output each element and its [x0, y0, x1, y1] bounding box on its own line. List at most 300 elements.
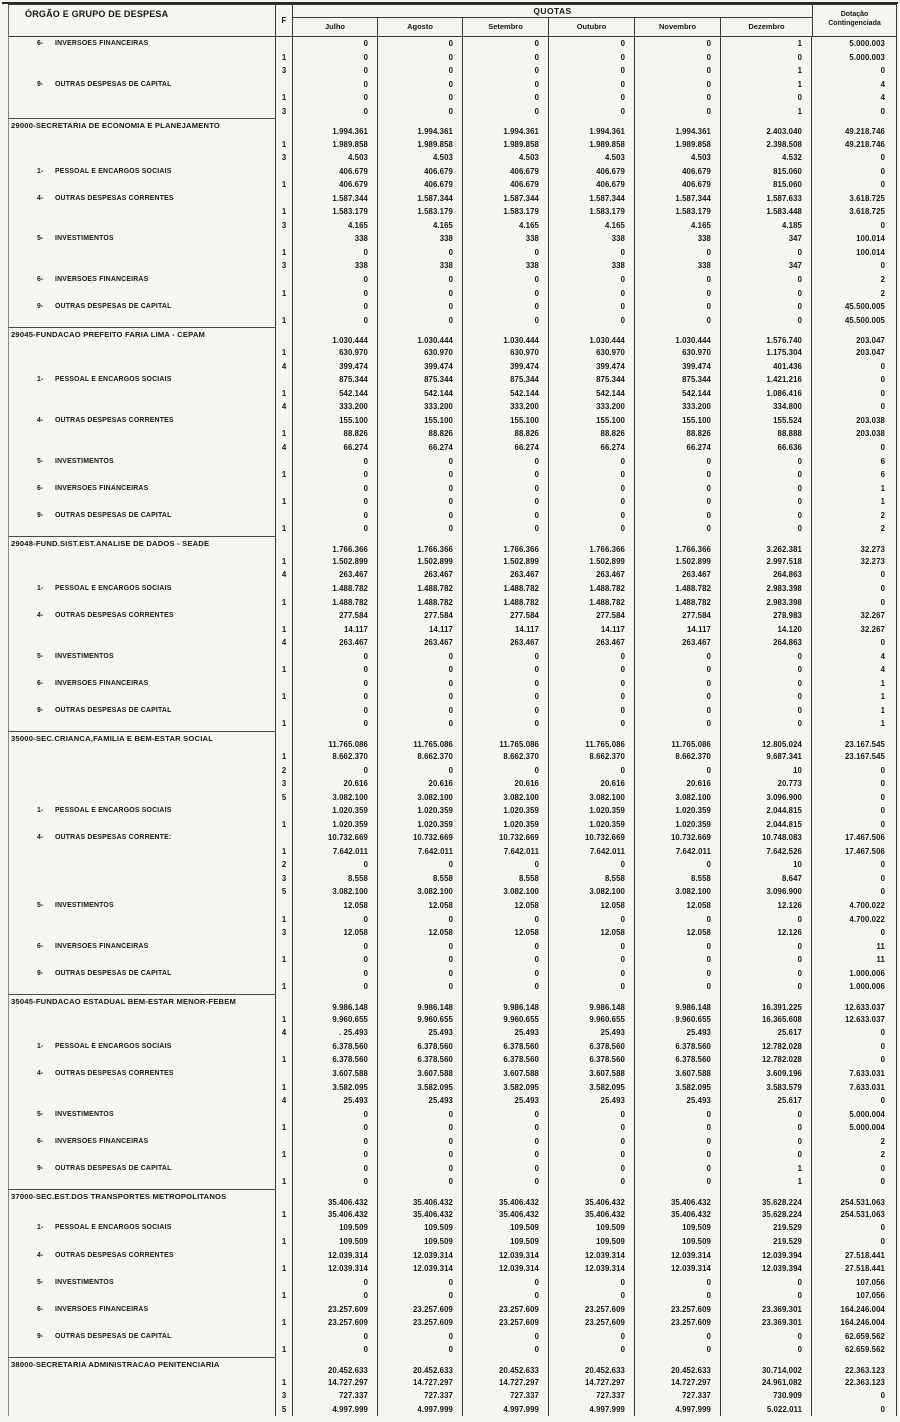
- group-label-cell: [8, 286, 276, 300]
- quota-cell-outubro: 3.607.588: [549, 1067, 635, 1081]
- quota-cell-agosto: 0: [378, 1343, 463, 1357]
- quota-cell-dezembro: 0: [721, 1275, 812, 1289]
- quota-cell-novembro: 0: [635, 717, 721, 731]
- detail-row: [8, 286, 897, 300]
- group-number: 4-: [37, 1070, 44, 1077]
- quota-cell-agosto: 0: [378, 246, 463, 260]
- group-label-cell: [8, 858, 276, 872]
- quota-cell-julho: 0: [293, 966, 378, 980]
- quota-cell-julho: 263.467: [293, 568, 378, 582]
- group-number: 1-: [37, 1224, 44, 1232]
- quota-cell-setembro: 20.452.633: [463, 1357, 549, 1376]
- quota-cell-julho: 399.474: [293, 359, 378, 373]
- dotacao-cell: 17.467.506: [812, 845, 897, 859]
- dotacao-cell: 0: [812, 1403, 897, 1417]
- f-cell: [276, 1248, 293, 1262]
- detail-row: [8, 313, 897, 327]
- quota-cell-novembro: 1.766.366: [635, 536, 721, 555]
- group-row: [8, 481, 897, 495]
- group-row: [8, 509, 897, 523]
- quota-cell-julho: 12.039.314: [293, 1262, 378, 1276]
- quota-cell-outubro: 7.642.011: [549, 845, 635, 859]
- group-row: [8, 1302, 897, 1316]
- quota-cell-julho: 6.378.560: [293, 1053, 378, 1067]
- group-label-cell: [8, 872, 276, 886]
- f-cell: [276, 1134, 293, 1148]
- quota-cell-julho: 875.344: [293, 373, 378, 387]
- detail-row: [8, 359, 897, 373]
- detail-row: [8, 763, 897, 777]
- quota-cell-dezembro: 0: [721, 246, 812, 260]
- quota-cell-julho: 0: [293, 509, 378, 523]
- group-label-cell: [8, 1221, 276, 1235]
- quota-cell-julho: 3.082.100: [293, 885, 378, 899]
- group-label-cell: [8, 750, 276, 764]
- group-label: OUTRAS DESPESAS DE CAPITAL: [55, 511, 172, 519]
- quota-cell-agosto: 0: [378, 717, 463, 731]
- f-cell: [276, 191, 293, 205]
- quota-cell-dezembro: 10.748.083: [721, 831, 812, 845]
- dotacao-cell: 62.659.562: [812, 1343, 897, 1357]
- quota-cell-novembro: 0: [635, 522, 721, 536]
- dotacao-cell: 32.273: [812, 536, 897, 555]
- quota-cell-setembro: 1.587.344: [463, 191, 549, 205]
- org-label-cell: [8, 1357, 276, 1376]
- group-number: 4-: [37, 834, 44, 842]
- quota-cell-outubro: 0: [549, 273, 635, 287]
- quota-cell-julho: 0: [293, 763, 378, 777]
- quota-cell-outubro: 0: [549, 454, 635, 468]
- quota-cell-setembro: 0: [463, 1148, 549, 1162]
- quota-cell-dezembro: 3.583.579: [721, 1080, 812, 1094]
- quota-cell-agosto: 0: [378, 1275, 463, 1289]
- quota-cell-agosto: 8.558: [378, 872, 463, 886]
- detail-row: [8, 1376, 897, 1390]
- quota-cell-agosto: 1.587.344: [378, 191, 463, 205]
- quota-cell-setembro: 9.960.655: [463, 1013, 549, 1027]
- quota-cell-julho: 88.826: [293, 427, 378, 441]
- quota-cell-dezembro: 0: [721, 1343, 812, 1357]
- dotacao-cell: 0: [812, 400, 897, 414]
- quota-cell-dezembro: 401.436: [721, 359, 812, 373]
- quota-cell-outubro: 0: [549, 300, 635, 314]
- group-number: 5-: [37, 457, 44, 465]
- dotacao-cell: 164.246.004: [812, 1316, 897, 1330]
- group-row: [8, 78, 897, 92]
- quota-cell-outubro: 0: [549, 495, 635, 509]
- group-label: PESSOAL E ENCARGOS SOCIAIS: [55, 167, 172, 175]
- quota-cell-setembro: 0: [463, 78, 549, 92]
- f-cell: 1: [276, 953, 293, 967]
- quota-cell-dezembro: 264.863: [721, 636, 812, 650]
- quota-cell-novembro: 630.970: [635, 346, 721, 360]
- group-label-cell: [8, 1094, 276, 1108]
- quota-cell-setembro: 0: [463, 939, 549, 953]
- quota-cell-setembro: 0: [463, 858, 549, 872]
- quota-cell-outubro: 1.020.359: [549, 817, 635, 831]
- f-cell: 3: [276, 872, 293, 886]
- f-cell: 1: [276, 622, 293, 636]
- dotacao-cell: 0: [812, 817, 897, 831]
- quota-cell-setembro: 406.679: [463, 164, 549, 178]
- group-label: INVERSOES FINANCEIRAS: [55, 276, 149, 284]
- quota-cell-julho: 0: [293, 649, 378, 663]
- quota-cell-novembro: 0: [635, 246, 721, 260]
- quota-cell-agosto: 109.509: [378, 1221, 463, 1235]
- dotacao-cell: 5.000.004: [812, 1107, 897, 1121]
- dotacao-cell: 0: [812, 259, 897, 273]
- quota-cell-julho: 0: [293, 1175, 378, 1189]
- group-label-cell: [8, 373, 276, 387]
- f-cell: 1: [276, 178, 293, 192]
- quota-cell-setembro: 3.582.095: [463, 1080, 549, 1094]
- group-number: 1-: [37, 167, 44, 175]
- group-label-cell: [8, 609, 276, 623]
- group-row: [8, 899, 897, 913]
- quota-cell-setembro: 23.257.609: [463, 1316, 549, 1330]
- f-cell: 1: [276, 1175, 293, 1189]
- dotacao-cell: 107.056: [812, 1275, 897, 1289]
- quota-cell-setembro: 1.020.359: [463, 817, 549, 831]
- quota-cell-julho: 3.582.095: [293, 1080, 378, 1094]
- org-row: [8, 1357, 897, 1376]
- quota-cell-setembro: 0: [463, 313, 549, 327]
- f-cell: [276, 373, 293, 387]
- quota-cell-setembro: 8.558: [463, 872, 549, 886]
- quota-cell-agosto: 1.020.359: [378, 804, 463, 818]
- quota-cell-novembro: 0: [635, 980, 721, 994]
- group-label-cell: [8, 649, 276, 663]
- quota-cell-novembro: 12.039.314: [635, 1262, 721, 1276]
- quota-cell-setembro: 12.058: [463, 926, 549, 940]
- dotacao-cell: 45.500.005: [812, 300, 897, 314]
- quota-cell-outubro: 333.200: [549, 400, 635, 414]
- quota-cell-dezembro: 12.782.028: [721, 1040, 812, 1054]
- quota-cell-setembro: 6.378.560: [463, 1040, 549, 1054]
- quota-cell-outubro: 1.766.366: [549, 536, 635, 555]
- org-label-cell: [8, 327, 276, 346]
- dotacao-cell: 1: [812, 495, 897, 509]
- quota-cell-dezembro: 4.185: [721, 219, 812, 233]
- group-label: OUTRAS DESPESAS CORRENTES: [55, 612, 174, 620]
- quota-cell-setembro: 0: [463, 1275, 549, 1289]
- f-cell: [276, 1067, 293, 1081]
- quota-cell-julho: 0: [293, 912, 378, 926]
- quota-cell-novembro: 263.467: [635, 568, 721, 582]
- dotacao-cell: 27.518.441: [812, 1262, 897, 1276]
- quota-cell-novembro: 88.826: [635, 427, 721, 441]
- quota-cell-novembro: 11.765.086: [635, 731, 721, 750]
- quota-cell-agosto: 338: [378, 259, 463, 273]
- quota-cell-julho: 0: [293, 858, 378, 872]
- quota-cell-julho: 20.616: [293, 777, 378, 791]
- dotacao-cell: 0: [812, 763, 897, 777]
- quota-cell-outubro: 0: [549, 1289, 635, 1303]
- col-header-julho: Julho: [293, 18, 378, 37]
- quota-cell-dezembro: 0: [721, 939, 812, 953]
- quota-cell-setembro: 333.200: [463, 400, 549, 414]
- quota-cell-novembro: 0: [635, 1121, 721, 1135]
- quota-cell-agosto: 3.607.588: [378, 1067, 463, 1081]
- group-label-cell: [8, 414, 276, 428]
- org-label: 35000-SEC.CRIANCA,FAMILIA E BEM-ESTAR SOCIAL: [11, 733, 214, 743]
- quota-cell-setembro: 35.406.432: [463, 1208, 549, 1222]
- quota-cell-julho: 630.970: [293, 346, 378, 360]
- quota-cell-dezembro: 0: [721, 313, 812, 327]
- dotacao-cell: 1.000.006: [812, 980, 897, 994]
- quota-cell-julho: 66.274: [293, 441, 378, 455]
- quota-cell-julho: 1.583.179: [293, 205, 378, 219]
- group-label: OUTRAS DESPESAS DE CAPITAL: [55, 80, 172, 88]
- quota-cell-julho: 12.058: [293, 899, 378, 913]
- quota-cell-outubro: 8.662.370: [549, 750, 635, 764]
- quota-cell-julho: 23.257.609: [293, 1302, 378, 1316]
- quota-cell-julho: 3.607.588: [293, 1067, 378, 1081]
- group-row: [8, 649, 897, 663]
- detail-row: [8, 1148, 897, 1162]
- dotacao-cell: 1.000.006: [812, 966, 897, 980]
- quota-cell-novembro: 25.493: [635, 1026, 721, 1040]
- quota-cell-julho: 25.493: [293, 1094, 378, 1108]
- quota-cell-setembro: 0: [463, 677, 549, 691]
- f-cell: [276, 37, 293, 51]
- f-cell: [276, 118, 293, 137]
- dotacao-cell: 0: [812, 1235, 897, 1249]
- quota-cell-julho: 1.488.782: [293, 582, 378, 596]
- dotacao-cell: 45.500.005: [812, 313, 897, 327]
- quota-cell-setembro: 0: [463, 704, 549, 718]
- group-label-cell: [8, 1343, 276, 1357]
- detail-row: [8, 717, 897, 731]
- quota-cell-novembro: 406.679: [635, 178, 721, 192]
- quota-cell-outubro: 1.488.782: [549, 582, 635, 596]
- quota-cell-julho: 0: [293, 690, 378, 704]
- detail-row: [8, 137, 897, 151]
- quota-cell-agosto: 333.200: [378, 400, 463, 414]
- quota-cell-dezembro: 2.398.508: [721, 137, 812, 151]
- f-cell: [276, 1040, 293, 1054]
- dotacao-cell: 107.056: [812, 1289, 897, 1303]
- quota-cell-agosto: 875.344: [378, 373, 463, 387]
- quota-cell-novembro: 0: [635, 1148, 721, 1162]
- quota-cell-novembro: 10.732.669: [635, 831, 721, 845]
- dotacao-cell: 0: [812, 1389, 897, 1403]
- quota-cell-novembro: 0: [635, 704, 721, 718]
- f-cell: 1: [276, 817, 293, 831]
- quota-cell-outubro: 727.337: [549, 1389, 635, 1403]
- quota-cell-novembro: 8.662.370: [635, 750, 721, 764]
- quota-cell-outubro: 1.587.344: [549, 191, 635, 205]
- dotacao-cell: 3.618.725: [812, 205, 897, 219]
- group-row: [8, 191, 897, 205]
- quota-cell-agosto: 0: [378, 858, 463, 872]
- quota-cell-agosto: 9.986.148: [378, 994, 463, 1013]
- group-row: [8, 1275, 897, 1289]
- dotacao-cell: 49.218.746: [812, 137, 897, 151]
- quota-cell-agosto: 0: [378, 1134, 463, 1148]
- quota-cell-agosto: 0: [378, 1107, 463, 1121]
- quota-cell-setembro: 155.100: [463, 414, 549, 428]
- group-row: [8, 1134, 897, 1148]
- quota-cell-dezembro: 2.983.398: [721, 582, 812, 596]
- dotacao-cell: 49.218.746: [812, 118, 897, 137]
- f-cell: 4: [276, 400, 293, 414]
- group-row: [8, 1330, 897, 1344]
- quota-cell-julho: 12.039.314: [293, 1248, 378, 1262]
- group-row: [8, 373, 897, 387]
- f-cell: 1: [276, 1208, 293, 1222]
- group-label: OUTRAS DESPESAS CORRENTES: [55, 194, 174, 202]
- dotacao-cell: 27.518.441: [812, 1248, 897, 1262]
- quota-cell-dezembro: 1.576.740: [721, 327, 812, 346]
- quota-cell-setembro: 4.503: [463, 151, 549, 165]
- quota-cell-novembro: 1.030.444: [635, 327, 721, 346]
- quota-cell-setembro: 0: [463, 454, 549, 468]
- group-label-cell: [8, 1248, 276, 1262]
- quota-cell-julho: 0: [293, 91, 378, 105]
- f-cell: 1: [276, 51, 293, 65]
- group-row: [8, 273, 897, 287]
- dotacao-cell: 0: [812, 178, 897, 192]
- group-label-cell: [8, 845, 276, 859]
- f-cell: 1: [276, 427, 293, 441]
- f-cell: [276, 831, 293, 845]
- detail-row: [8, 1013, 897, 1027]
- quota-cell-agosto: 0: [378, 980, 463, 994]
- quota-cell-agosto: 155.100: [378, 414, 463, 428]
- quota-cell-novembro: 109.509: [635, 1221, 721, 1235]
- quota-cell-agosto: 23.257.609: [378, 1316, 463, 1330]
- detail-row: [8, 259, 897, 273]
- quota-cell-setembro: 88.826: [463, 427, 549, 441]
- quota-cell-setembro: 3.082.100: [463, 885, 549, 899]
- quota-cell-dezembro: 0: [721, 966, 812, 980]
- f-cell: 1: [276, 387, 293, 401]
- quota-cell-julho: 0: [293, 663, 378, 677]
- quota-cell-outubro: 0: [549, 1134, 635, 1148]
- group-number: 5-: [37, 235, 44, 243]
- group-label-cell: [8, 555, 276, 569]
- dotacao-cell: 0: [812, 1040, 897, 1054]
- dotacao-cell: 203.038: [812, 427, 897, 441]
- quota-cell-outubro: 1.488.782: [549, 595, 635, 609]
- quota-cell-novembro: 875.344: [635, 373, 721, 387]
- quota-cell-setembro: 0: [463, 1330, 549, 1344]
- dotacao-cell: 0: [812, 885, 897, 899]
- quota-cell-agosto: 0: [378, 454, 463, 468]
- group-label-cell: [8, 831, 276, 845]
- dotacao-cell: 0: [812, 804, 897, 818]
- quota-cell-julho: 109.509: [293, 1221, 378, 1235]
- dotacao-cell: 11: [812, 953, 897, 967]
- group-label: INVERSOES FINANCEIRAS: [55, 484, 149, 492]
- group-number: 5-: [37, 1110, 44, 1118]
- quota-cell-julho: 406.679: [293, 164, 378, 178]
- detail-row: [8, 151, 897, 165]
- group-label: OUTRAS DESPESAS DE CAPITAL: [55, 1332, 172, 1340]
- detail-row: [8, 926, 897, 940]
- group-label-cell: [8, 912, 276, 926]
- quota-cell-outubro: 4.503: [549, 151, 635, 165]
- quota-cell-setembro: 399.474: [463, 359, 549, 373]
- group-label-cell: [8, 164, 276, 178]
- group-label-cell: [8, 899, 276, 913]
- quota-cell-agosto: 14.727.297: [378, 1376, 463, 1390]
- quota-cell-outubro: 11.765.086: [549, 731, 635, 750]
- quota-cell-novembro: 4.165: [635, 219, 721, 233]
- quota-cell-dezembro: 155.524: [721, 414, 812, 428]
- quota-cell-setembro: 20.616: [463, 777, 549, 791]
- quota-cell-setembro: 1.766.366: [463, 536, 549, 555]
- dotacao-cell: 23.167.545: [812, 750, 897, 764]
- quota-cell-outubro: 12.039.314: [549, 1248, 635, 1262]
- group-label: OUTRAS DESPESAS DE CAPITAL: [55, 1164, 172, 1172]
- quota-cell-setembro: 4.165: [463, 219, 549, 233]
- quota-cell-agosto: 8.662.370: [378, 750, 463, 764]
- quota-cell-setembro: 0: [463, 495, 549, 509]
- group-row: [8, 1162, 897, 1176]
- group-label-cell: [8, 817, 276, 831]
- org-label-cell: [8, 731, 276, 750]
- quota-cell-novembro: 0: [635, 64, 721, 78]
- group-number: 5-: [37, 652, 44, 660]
- quota-cell-outubro: 0: [549, 468, 635, 482]
- quota-cell-agosto: 1.994.361: [378, 118, 463, 137]
- quota-cell-agosto: 1.583.179: [378, 205, 463, 219]
- group-row: [8, 37, 897, 51]
- quota-cell-agosto: 12.058: [378, 899, 463, 913]
- quota-cell-novembro: 338: [635, 232, 721, 246]
- quota-cell-outubro: 0: [549, 1343, 635, 1357]
- quota-cell-julho: 0: [293, 1148, 378, 1162]
- quota-cell-outubro: 6.378.560: [549, 1053, 635, 1067]
- dotacao-cell: 5.000.003: [812, 51, 897, 65]
- quota-cell-julho: 4.503: [293, 151, 378, 165]
- quota-cell-novembro: 12.058: [635, 926, 721, 940]
- quota-cell-novembro: 35.406.432: [635, 1189, 721, 1208]
- group-label-cell: [8, 1107, 276, 1121]
- dotacao-cell: 0: [812, 1221, 897, 1235]
- detail-row: [8, 522, 897, 536]
- org-label: 35045-FUNDACAO ESTADUAL BEM-ESTAR MENOR-FEBEM: [11, 996, 237, 1006]
- quota-cell-dezembro: 1: [721, 78, 812, 92]
- quota-cell-agosto: 263.467: [378, 636, 463, 650]
- quota-cell-setembro: 0: [463, 64, 549, 78]
- f-cell: 1: [276, 1235, 293, 1249]
- group-label-cell: [8, 481, 276, 495]
- col-header-outubro: Outubro: [549, 18, 635, 37]
- table-body: [8, 37, 897, 1416]
- group-row: [8, 939, 897, 953]
- col-header-dezembro: Dezembro: [748, 22, 785, 31]
- dotacao-cell: 0: [812, 105, 897, 119]
- quota-cell-outubro: 0: [549, 1175, 635, 1189]
- dotacao-cell: 7.633.031: [812, 1080, 897, 1094]
- group-label-cell: [8, 137, 276, 151]
- group-number: 1-: [37, 376, 44, 384]
- quota-cell-agosto: 11.765.086: [378, 731, 463, 750]
- quota-cell-agosto: 35.406.432: [378, 1189, 463, 1208]
- quota-cell-outubro: 12.039.314: [549, 1262, 635, 1276]
- quota-cell-novembro: 0: [635, 966, 721, 980]
- quota-cell-agosto: 0: [378, 763, 463, 777]
- quota-cell-agosto: 3.082.100: [378, 885, 463, 899]
- quota-cell-dezembro: 35.628.224: [721, 1208, 812, 1222]
- quota-cell-dezembro: 14.120: [721, 622, 812, 636]
- quota-cell-dezembro: 23.369.301: [721, 1316, 812, 1330]
- quota-cell-setembro: 0: [463, 1107, 549, 1121]
- quota-cell-outubro: 3.082.100: [549, 885, 635, 899]
